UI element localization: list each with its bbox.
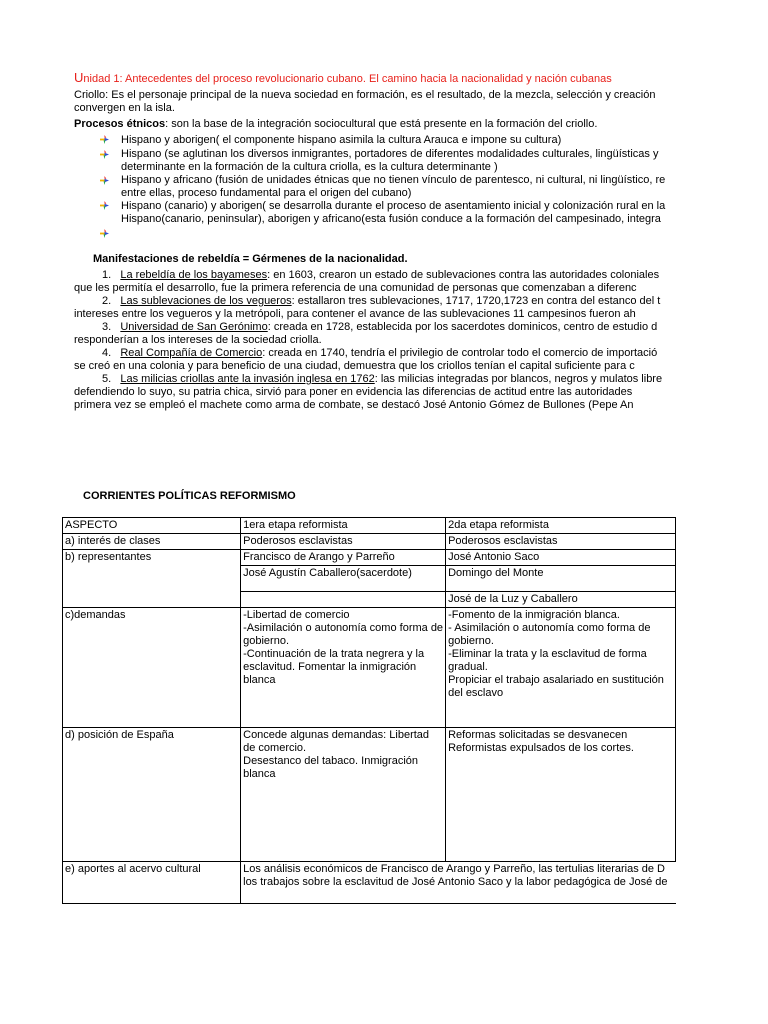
table-cell	[446, 728, 676, 862]
cell-line: Propiciar el trabajo asalariado en sustitución del esclavo	[448, 674, 664, 699]
rebellion-number: 3.	[102, 321, 112, 333]
rebellion-2-cont: intereses entre los vegueros y la metrópoli, para contener el avance de las sublevaciones 11 campesinos fueron ah	[74, 308, 636, 320]
arrow-bullet-icon	[100, 150, 109, 159]
ethnic-item-3-line2: entre ellas, proceso fundamental para el origen del cubano)	[121, 187, 412, 199]
rebellion-5-cont2: primera vez se empleó el machete como arma de combate, se destacó José Antonio Gómez de Bullones (Pepe An	[74, 399, 634, 411]
procesos-etnicos-paragraph	[74, 118, 597, 131]
rebellion-title: Real Compañía de Comercio	[120, 347, 263, 359]
rebellion-1	[102, 269, 659, 282]
cell-line: -Fomento de la inmigración blanca.	[448, 609, 620, 621]
table-row	[63, 534, 676, 550]
cell-line: Reformas solicitadas se desvanecen	[448, 729, 628, 741]
reformismo-table	[62, 517, 676, 904]
cell-line: -Asimilación o autonomía como forma de gobierno.	[243, 622, 444, 647]
arrow-bullet-icon	[100, 201, 109, 210]
table-row	[63, 550, 676, 566]
table-cell: Poderosos esclavistas	[446, 534, 676, 550]
criollo-definition-line1: Criollo: Es el personaje principal de la nueva sociedad en formación, es el resultado, de la mezcla, selección y creación	[74, 89, 656, 101]
rebellion-number: 1.	[102, 269, 112, 281]
rebellion-number: 4.	[102, 347, 112, 359]
table-row	[63, 608, 676, 728]
rebellion-text: : en 1603, crearon un estado de sublevaciones contra las autoridades coloniales	[267, 269, 660, 281]
procesos-etnicos-label: Procesos étnicos	[74, 118, 166, 130]
table-row	[63, 862, 676, 904]
table-cell: d) posición de España	[63, 728, 241, 862]
cell-line: Concede algunas demandas: Libertad de comercio.	[243, 729, 430, 754]
table-cell	[241, 728, 446, 862]
cell-line: - Asimilación o autonomía como forma de gobierno.	[448, 622, 651, 647]
procesos-etnicos-text: : son la base de la integración sociocultural que está presente en la formación del criollo.	[165, 118, 598, 130]
table-header-cell: ASPECTO	[63, 518, 241, 534]
rebellion-3	[102, 321, 657, 334]
cell-line: Los análisis económicos de Francisco de Arango y Parreño, las tertulias literarias de D	[243, 863, 665, 875]
table-row	[63, 728, 676, 862]
rebellion-number: 5.	[102, 373, 112, 385]
rebellion-1-cont: que les permitía el desarrollo, fue la primera referencia de una comunidad de personas que comenzaban a diferenc	[74, 282, 637, 294]
rebellion-5-cont1: defendiendo lo suyo, su patria chica, sirvió para poner en evidencia las diferencias de actitud entre las autoridades	[74, 386, 633, 398]
table-cell	[241, 592, 446, 608]
unit-title	[74, 71, 612, 86]
ethnic-item-2-line1: Hispano (se aglutinan los diversos inmigrantes, portadores de diferentes modalidades culturales, lingüísticas y	[121, 148, 659, 160]
manifestaciones-title: Manifestaciones de rebeldía = Gérmenes de la nacionalidad.	[93, 253, 408, 265]
cell-line: los trabajos sobre la esclavitud de José Antonio Saco y la labor pedagógica de José de	[243, 876, 668, 888]
rebellion-text: : creada en 1740, tendría el privilegio de controlar todo el comercio de importació	[262, 347, 658, 359]
ethnic-item-3-line1: Hispano y africano (fusión de unidades étnicas que no tienen vínculo de parentesco, ni cultural, ni lingüístico, re	[121, 174, 666, 186]
ethnic-item-2-line2: determinante en la formación de la cultura criolla, es la cultura determinante )	[121, 161, 498, 173]
rebellion-5	[102, 373, 662, 386]
rebellion-text: : estallaron tres sublevaciones, 1717, 1720,1723 en contra del estanco del t	[291, 295, 661, 307]
arrow-bullet-icon	[100, 176, 109, 185]
table-cell: Domingo del Monte	[446, 566, 676, 592]
table-cell: Francisco de Arango y Parreño	[241, 550, 446, 566]
rebellion-title: Las milicias criollas ante la invasión inglesa en 1762	[120, 373, 375, 385]
rebellion-title: La rebeldía de los bayameses	[120, 269, 268, 281]
ethnic-item-4-line1: Hispano (canario) y aborigen( se desarrolla durante el proceso de asentamiento inicial y colonización rural en la	[121, 200, 666, 212]
ethnic-item-1: Hispano y aborigen( el componente hispano asimila la cultura Arauca e impone su cultura)	[121, 134, 562, 146]
arrow-bullet-icon	[100, 229, 109, 238]
arrow-bullet-icon	[100, 135, 109, 144]
criollo-definition-line2: convergen en la isla.	[74, 102, 175, 114]
rebellion-title: Universidad de San Gerónimo	[120, 321, 268, 333]
table-cell: José Agustín Caballero(sacerdote)	[241, 566, 446, 592]
cell-line: Desestanco del tabaco. Inmigración blanca	[243, 755, 419, 780]
corrientes-title: CORRIENTES POLÍTICAS REFORMISMO	[83, 490, 296, 502]
rebellion-3-cont: responderían a los intereses de la sociedad criolla.	[74, 334, 322, 346]
rebellion-4	[102, 347, 657, 360]
ethnic-item-4-line2: Hispano(canario, peninsular), aborigen y africano(esta fusión conduce a la formación del campesinado, integra	[121, 213, 661, 225]
rebellion-title: Las sublevaciones de los vegueros	[120, 295, 292, 307]
unit-title-initial: U	[74, 70, 84, 85]
table-cell	[241, 862, 676, 904]
table-cell: e) aportes al acervo cultural	[63, 862, 241, 904]
rebellion-text: : creada en 1728, establecida por los sacerdotes dominicos, centro de estudio d	[267, 321, 658, 333]
table-row	[63, 518, 676, 534]
table-header-cell: 2da etapa reformista	[446, 518, 676, 534]
table-cell: Poderosos esclavistas	[241, 534, 446, 550]
rebellion-2	[102, 295, 660, 308]
unit-title-text: nidad 1: Antecedentes del proceso revolucionario cubano. El camino hacia la nacionalidad y nación cubanas	[83, 73, 612, 85]
cell-line: -Libertad de comercio	[243, 609, 350, 621]
table-cell: José Antonio Saco	[446, 550, 676, 566]
table-cell: b) representantes	[63, 550, 241, 608]
rebellion-text: : las milicias integradas por blancos, negros y mulatos libre	[374, 373, 663, 385]
rebellion-4-cont: se creó en una colonia y para beneficio de una ciudad, demuestra que los criollos tenían el capital suficiente para c	[74, 360, 635, 372]
cell-line: -Continuación de la trata negrera y la esclavitud. Fomentar la inmigración blanca	[243, 648, 425, 686]
table-cell	[446, 608, 676, 728]
table-cell	[241, 608, 446, 728]
cell-line: -Eliminar la trata y la esclavitud de forma gradual.	[448, 648, 647, 673]
cell-line: Reformistas expulsados de los cortes.	[448, 742, 634, 754]
table-cell: a) interés de clases	[63, 534, 241, 550]
table-header-cell: 1era etapa reformista	[241, 518, 446, 534]
table-cell: c)demandas	[63, 608, 241, 728]
table-cell: José de la Luz y Caballero	[446, 592, 676, 608]
rebellion-number: 2.	[102, 295, 112, 307]
